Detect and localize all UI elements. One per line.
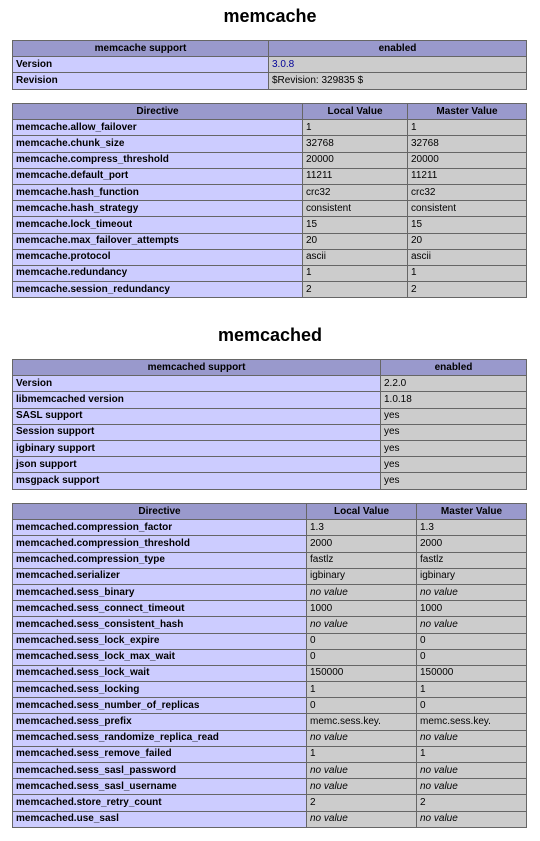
version-link[interactable]: 3.0.8 (272, 58, 295, 70)
table-row (13, 552, 527, 568)
row-label: SASL support (13, 408, 381, 424)
header-cell: memcached support (13, 360, 381, 376)
table-row (13, 730, 527, 746)
master-value: 11211 (408, 168, 527, 184)
directive-name: memcached.sess_randomize_replica_read (13, 730, 307, 746)
table-row (13, 601, 527, 617)
memcached-support-table (12, 359, 527, 490)
master-value: fastlz (417, 552, 527, 568)
master-value: 1000 (417, 601, 527, 617)
no-value-text: no value (310, 813, 348, 825)
local-value: 1.3 (307, 520, 417, 536)
master-value: 1 (408, 265, 527, 281)
header-cell: enabled (269, 41, 527, 57)
master-value: 2000 (417, 536, 527, 552)
row-label: Session support (13, 424, 381, 440)
directive-name: memcached.use_sasl (13, 811, 307, 827)
local-value (307, 617, 417, 633)
table-row (13, 201, 527, 217)
table-row (13, 633, 527, 649)
master-value: 32768 (408, 136, 527, 152)
local-value (307, 779, 417, 795)
local-value: 0 (307, 633, 417, 649)
row-value: 1.0.18 (381, 392, 527, 408)
table-row (13, 457, 527, 473)
row-value: yes (381, 424, 527, 440)
local-value: 20000 (303, 152, 408, 168)
table-row (13, 795, 527, 811)
local-value: 0 (307, 698, 417, 714)
master-value: consistent (408, 201, 527, 217)
local-value: consistent (303, 201, 408, 217)
table-row (13, 282, 527, 298)
table-row (13, 665, 527, 681)
directive-name: memcached.sess_lock_expire (13, 633, 307, 649)
master-value (417, 617, 527, 633)
master-value: 20000 (408, 152, 527, 168)
directive-name: memcached.store_retry_count (13, 795, 307, 811)
no-value-text: no value (310, 764, 348, 776)
directive-name: memcached.sess_lock_wait (13, 665, 307, 681)
directive-name: memcache.hash_strategy (13, 201, 303, 217)
memcache-title: memcache (223, 6, 317, 26)
row-value: yes (381, 457, 527, 473)
directive-name: memcache.default_port (13, 168, 303, 184)
master-value: 2 (408, 282, 527, 298)
no-value-text: no value (310, 618, 348, 630)
row-label: msgpack support (13, 473, 381, 489)
row-value[interactable] (269, 57, 527, 73)
master-value: crc32 (408, 184, 527, 200)
row-label: Revision (13, 73, 269, 89)
master-value: 1.3 (417, 520, 527, 536)
local-value: 32768 (303, 136, 408, 152)
local-value: 1 (307, 682, 417, 698)
row-value: yes (381, 473, 527, 489)
local-value: 20 (303, 233, 408, 249)
directive-name: memcache.max_failover_attempts (13, 233, 303, 249)
local-value (307, 584, 417, 600)
table-row (13, 168, 527, 184)
directive-name: memcached.sess_remove_failed (13, 746, 307, 762)
local-value: fastlz (307, 552, 417, 568)
no-value-text: no value (420, 732, 458, 744)
directive-name: memcached.sess_consistent_hash (13, 617, 307, 633)
local-value: 11211 (303, 168, 408, 184)
memcache-directives-header (13, 104, 527, 120)
local-value: 15 (303, 217, 408, 233)
memcached-title: memcached (217, 325, 323, 345)
no-value-text: no value (310, 732, 348, 744)
directive-name: memcached.compression_type (13, 552, 307, 568)
header-cell: Master Value (408, 104, 527, 120)
master-value: 0 (417, 698, 527, 714)
local-value: 1 (307, 746, 417, 762)
table-row (13, 392, 527, 408)
local-value: 2 (307, 795, 417, 811)
row-value: 2.2.0 (381, 376, 527, 392)
row-value: yes (381, 408, 527, 424)
master-value: 1 (408, 120, 527, 136)
row-label: igbinary support (13, 440, 381, 456)
master-value: 20 (408, 233, 527, 249)
directive-name: memcached.sess_sasl_username (13, 779, 307, 795)
table-row (13, 376, 527, 392)
table-row (13, 217, 527, 233)
master-value: 0 (417, 649, 527, 665)
local-value: crc32 (303, 184, 408, 200)
directive-name: memcached.sess_lock_max_wait (13, 649, 307, 665)
header-cell: Directive (13, 104, 303, 120)
local-value: 1 (303, 265, 408, 281)
no-value-text: no value (310, 586, 348, 598)
master-value: igbinary (417, 568, 527, 584)
table-row (13, 473, 527, 489)
master-value: 2 (417, 795, 527, 811)
table-row (13, 120, 527, 136)
table-row (13, 233, 527, 249)
master-value (417, 584, 527, 600)
directive-name: memcache.chunk_size (13, 136, 303, 152)
directive-name: memcached.compression_factor (13, 520, 307, 536)
header-cell: enabled (381, 360, 527, 376)
table-row (13, 73, 527, 89)
header-cell: Local Value (303, 104, 408, 120)
directive-name: memcache.redundancy (13, 265, 303, 281)
master-value: 1 (417, 746, 527, 762)
header-cell: memcache support (13, 41, 269, 57)
row-value: yes (381, 440, 527, 456)
table-row (13, 440, 527, 456)
row-label: Version (13, 376, 381, 392)
memcache-support-header (13, 41, 527, 57)
master-value: 0 (417, 633, 527, 649)
directive-name: memcached.sess_number_of_replicas (13, 698, 307, 714)
table-row (13, 408, 527, 424)
directive-name: memcache.protocol (13, 249, 303, 265)
directive-name: memcached.sess_connect_timeout (13, 601, 307, 617)
table-row (13, 265, 527, 281)
row-label: libmemcached version (13, 392, 381, 408)
table-row (13, 520, 527, 536)
table-row (13, 682, 527, 698)
memcached-directives-table (12, 503, 527, 828)
directive-name: memcached.sess_sasl_password (13, 763, 307, 779)
directive-name: memcached.sess_prefix (13, 714, 307, 730)
table-row (13, 57, 527, 73)
memcached-directives-header (13, 504, 527, 520)
directive-name: memcached.compression_threshold (13, 536, 307, 552)
local-value (307, 763, 417, 779)
master-value: ascii (408, 249, 527, 265)
directive-name: memcached.serializer (13, 568, 307, 584)
local-value (307, 811, 417, 827)
directive-name: memcached.sess_locking (13, 682, 307, 698)
local-value: 2000 (307, 536, 417, 552)
master-value (417, 811, 527, 827)
master-value: 150000 (417, 665, 527, 681)
local-value: 0 (307, 649, 417, 665)
row-label: json support (13, 457, 381, 473)
table-row (13, 184, 527, 200)
memcache-directives-table (12, 103, 527, 298)
master-value: 15 (408, 217, 527, 233)
directive-name: memcache.compress_threshold (13, 152, 303, 168)
row-value: $Revision: 329835 $ (269, 73, 527, 89)
header-cell: Master Value (417, 504, 527, 520)
table-row (13, 617, 527, 633)
table-row (13, 763, 527, 779)
table-row (13, 584, 527, 600)
directive-name: memcache.lock_timeout (13, 217, 303, 233)
local-value: igbinary (307, 568, 417, 584)
directive-name: memcache.session_redundancy (13, 282, 303, 298)
table-row (13, 746, 527, 762)
table-row (13, 249, 527, 265)
local-value: memc.sess.key. (307, 714, 417, 730)
header-cell: Directive (13, 504, 307, 520)
directive-name: memcache.allow_failover (13, 120, 303, 136)
directive-name: memcached.sess_binary (13, 584, 307, 600)
local-value: 1 (303, 120, 408, 136)
no-value-text: no value (420, 586, 458, 598)
table-row (13, 568, 527, 584)
local-value: 150000 (307, 665, 417, 681)
master-value: 1 (417, 682, 527, 698)
row-label: Version (13, 57, 269, 73)
table-row (13, 136, 527, 152)
table-row (13, 714, 527, 730)
table-row (13, 698, 527, 714)
table-row (13, 779, 527, 795)
local-value (307, 730, 417, 746)
table-row (13, 424, 527, 440)
local-value: ascii (303, 249, 408, 265)
table-row (13, 152, 527, 168)
header-cell: Local Value (307, 504, 417, 520)
table-row (13, 536, 527, 552)
master-value (417, 779, 527, 795)
master-value (417, 763, 527, 779)
memcache-support-table (12, 40, 527, 90)
directive-name: memcache.hash_function (13, 184, 303, 200)
master-value (417, 730, 527, 746)
table-row (13, 811, 527, 827)
no-value-text: no value (420, 618, 458, 630)
no-value-text: no value (310, 780, 348, 792)
memcached-support-header (13, 360, 527, 376)
no-value-text: no value (420, 764, 458, 776)
table-row (13, 649, 527, 665)
local-value: 1000 (307, 601, 417, 617)
local-value: 2 (303, 282, 408, 298)
master-value: memc.sess.key. (417, 714, 527, 730)
no-value-text: no value (420, 813, 458, 825)
no-value-text: no value (420, 780, 458, 792)
